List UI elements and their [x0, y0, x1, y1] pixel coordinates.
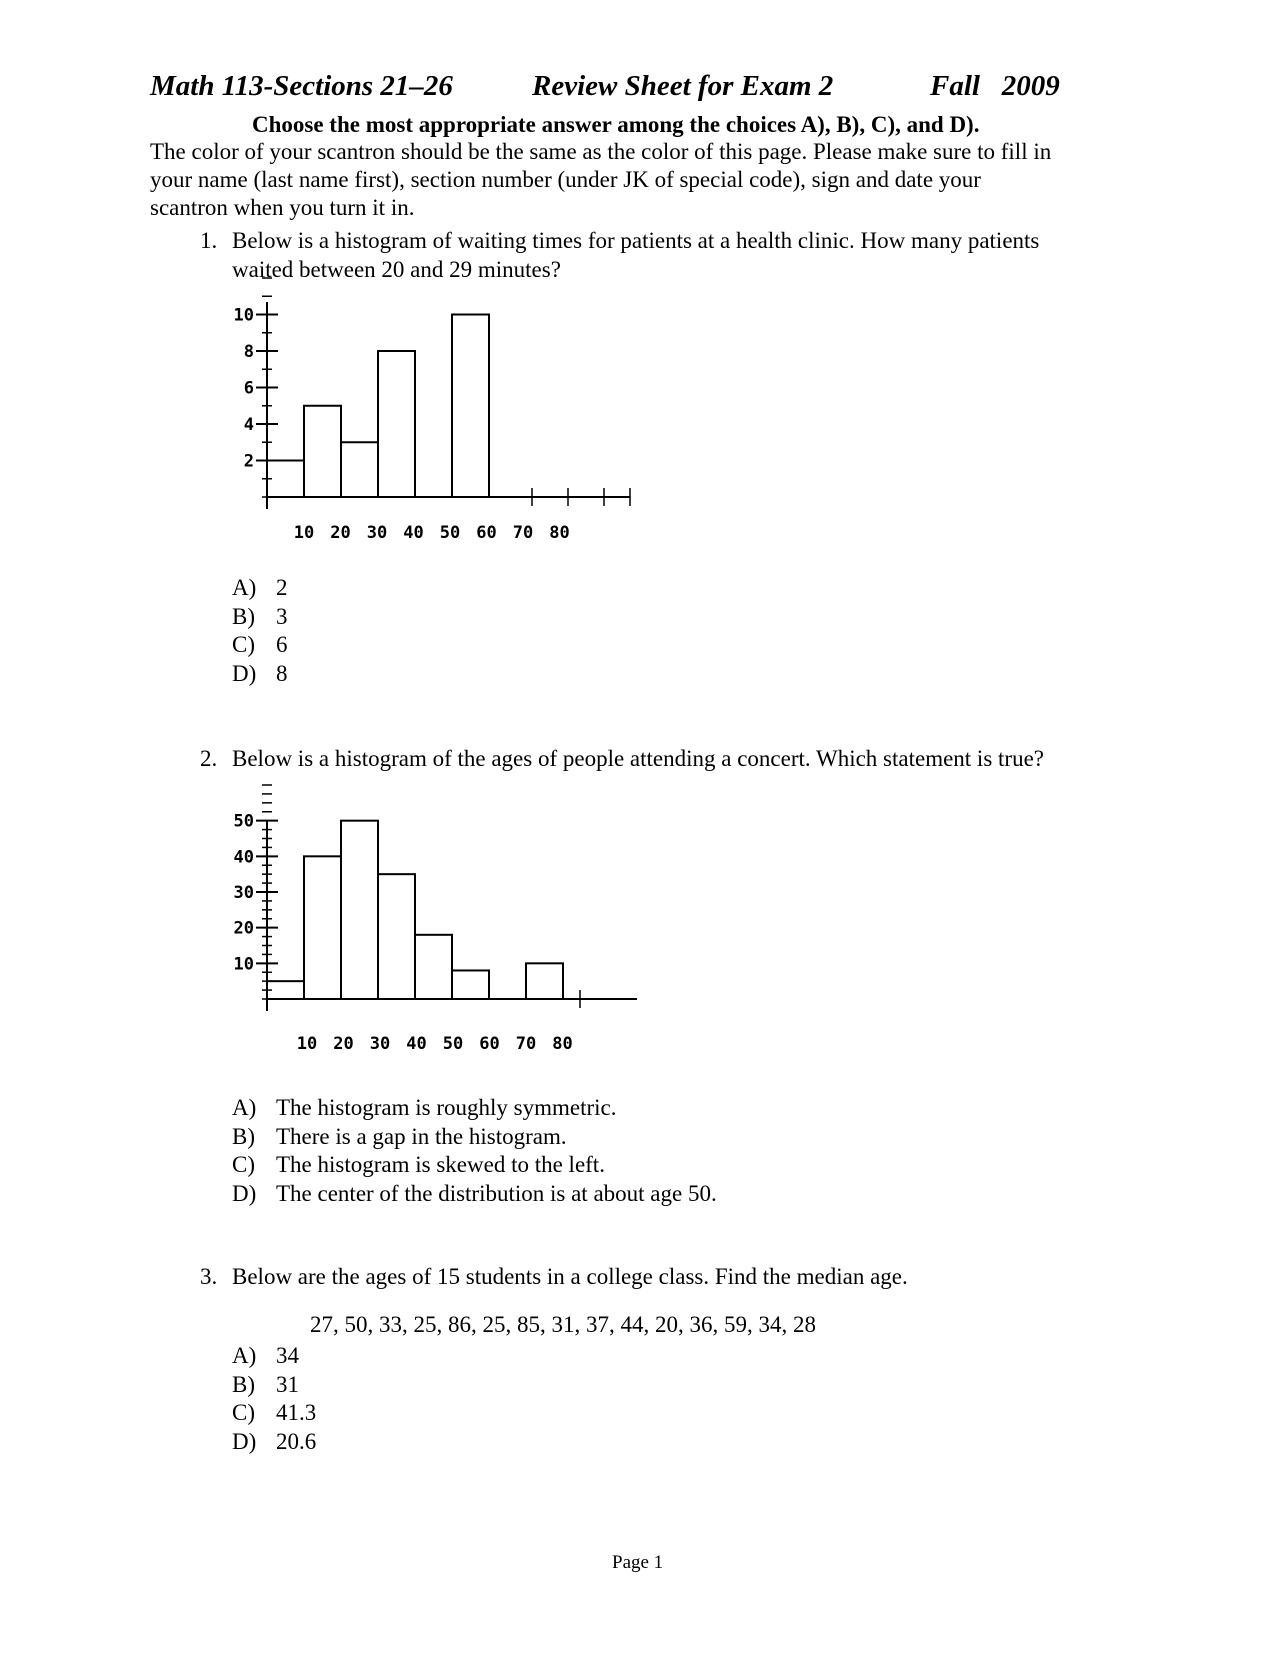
question-number: 2. — [200, 746, 218, 771]
y-tick-label: 2 — [243, 451, 254, 472]
x-tick-label: 20 — [333, 1034, 354, 1054]
choice-label: D) — [232, 1428, 257, 1454]
choice-text: 3 — [276, 603, 288, 629]
x-tick-label: 20 — [330, 523, 351, 543]
question-1 — [200, 226, 1080, 284]
choice-b[interactable] — [232, 1123, 717, 1152]
x-tick-label: 10 — [293, 523, 315, 543]
choice-label: D) — [232, 1180, 257, 1206]
choice-d[interactable] — [232, 1428, 316, 1457]
histogram-bar — [304, 856, 341, 999]
x-tick-label: 70 — [515, 1034, 537, 1054]
question-2 — [200, 744, 1080, 773]
choice-text: 2 — [276, 575, 288, 600]
x-tick-label: 50 — [442, 1034, 464, 1054]
choice-c[interactable] — [232, 631, 288, 660]
question-text: Below is a histogram of the ages of people attending a concert. Which statement is true? — [232, 746, 1044, 771]
x-tick-label: 10 — [296, 1034, 318, 1054]
course-title: Math 113-Sections 21–26 — [150, 70, 453, 102]
histogram-bar — [452, 315, 489, 498]
histogram-bar — [341, 821, 378, 999]
x-tick-label: 80 — [552, 1034, 573, 1054]
x-tick-label: 40 — [403, 523, 424, 543]
term: Fall 2009 — [930, 70, 1060, 102]
question-number: 3. — [200, 1264, 218, 1289]
choice-text: 6 — [276, 632, 288, 657]
question-number: 1. — [200, 228, 218, 253]
choice-b[interactable] — [232, 603, 288, 632]
x-tick-label: 70 — [512, 523, 534, 543]
choice-a[interactable] — [232, 574, 288, 603]
choices-3 — [232, 1342, 316, 1456]
histogram-bar — [267, 981, 304, 999]
x-tick-label: 60 — [479, 1034, 500, 1054]
choice-b[interactable] — [232, 1371, 316, 1400]
choice-text: 20.6 — [276, 1428, 317, 1454]
histogram-waiting-times — [220, 305, 680, 575]
choice-label: C) — [232, 1400, 255, 1425]
choices-1 — [232, 574, 288, 688]
y-tick-label: 4 — [243, 415, 254, 435]
choice-label: B) — [232, 1123, 255, 1149]
histogram-bar — [415, 935, 452, 999]
choice-label: C) — [232, 1152, 255, 1177]
y-tick-label: 10 — [233, 305, 254, 326]
choice-label: C) — [232, 632, 255, 657]
histogram-bar — [304, 406, 341, 497]
choice-text: 34 — [276, 1343, 299, 1368]
x-tick-label: 80 — [549, 523, 570, 543]
histogram-bar — [267, 461, 304, 498]
histogram-bar — [452, 970, 489, 999]
choice-label: B) — [232, 603, 255, 629]
sheet-title: Review Sheet for Exam 2 — [532, 70, 834, 102]
y-tick-label: 10 — [233, 954, 254, 975]
choice-text: There is a gap in the histogram. — [276, 1123, 567, 1149]
histogram-bar — [378, 351, 415, 497]
choice-a[interactable] — [232, 1094, 717, 1123]
choice-text: The histogram is roughly symmetric. — [276, 1095, 617, 1120]
choice-a[interactable] — [232, 1342, 316, 1371]
age-data-list: 27, 50, 33, 25, 86, 25, 85, 31, 37, 44, 20, 36, 59, 34, 28 — [310, 1312, 816, 1337]
question-text: Below are the ages of 15 students in a college class. Find the median age. — [232, 1264, 908, 1289]
histogram-bar — [378, 874, 415, 999]
choice-c[interactable] — [232, 1151, 717, 1180]
intro-paragraph: The color of your scantron should be the same as the color of this page. Please make sure to fill in your name (last name first), section number (under JK of special code), sign and date your scantron when you turn it in. — [150, 139, 1052, 220]
choice-text: The center of the distribution is at about age 50. — [276, 1180, 717, 1206]
choice-text: 31 — [276, 1371, 299, 1397]
choice-text: The histogram is skewed to the left. — [276, 1152, 605, 1177]
x-tick-label: 30 — [369, 1034, 391, 1054]
x-tick-label: 50 — [439, 523, 461, 543]
choice-d[interactable] — [232, 1180, 717, 1209]
histogram-concert-ages — [220, 811, 680, 1093]
x-tick-label: 60 — [476, 523, 497, 543]
page-header — [150, 70, 1070, 110]
histogram-bar — [526, 963, 563, 999]
page-number: Page 1 — [612, 1552, 664, 1573]
choice-text: 41.3 — [276, 1400, 317, 1425]
choice-d[interactable] — [232, 660, 288, 689]
choice-text: 8 — [276, 660, 288, 686]
choice-c[interactable] — [232, 1399, 316, 1428]
choices-2 — [232, 1094, 717, 1208]
choice-label: D) — [232, 660, 257, 686]
histogram-bar — [341, 442, 378, 497]
instructions: Choose the most appropriate answer among the choices A), B), C), and D). — [252, 112, 980, 137]
question-3 — [200, 1262, 1080, 1291]
choice-label: B) — [232, 1371, 255, 1397]
choice-label: A) — [232, 575, 257, 600]
y-tick-label: 50 — [233, 811, 254, 832]
y-tick-label: 40 — [233, 847, 254, 868]
choice-label: A) — [232, 1095, 257, 1120]
choice-label: A) — [232, 1343, 257, 1368]
y-tick-label: 20 — [233, 918, 254, 939]
y-tick-label: 30 — [233, 883, 254, 903]
x-tick-label: 30 — [366, 523, 388, 543]
y-tick-label: 8 — [243, 342, 254, 362]
y-tick-label: 6 — [243, 378, 254, 399]
x-tick-label: 40 — [406, 1034, 427, 1054]
question-text: Below is a histogram of waiting times for patients at a health clinic. How many patients waited between 20 and 29 minutes? — [232, 228, 1040, 282]
